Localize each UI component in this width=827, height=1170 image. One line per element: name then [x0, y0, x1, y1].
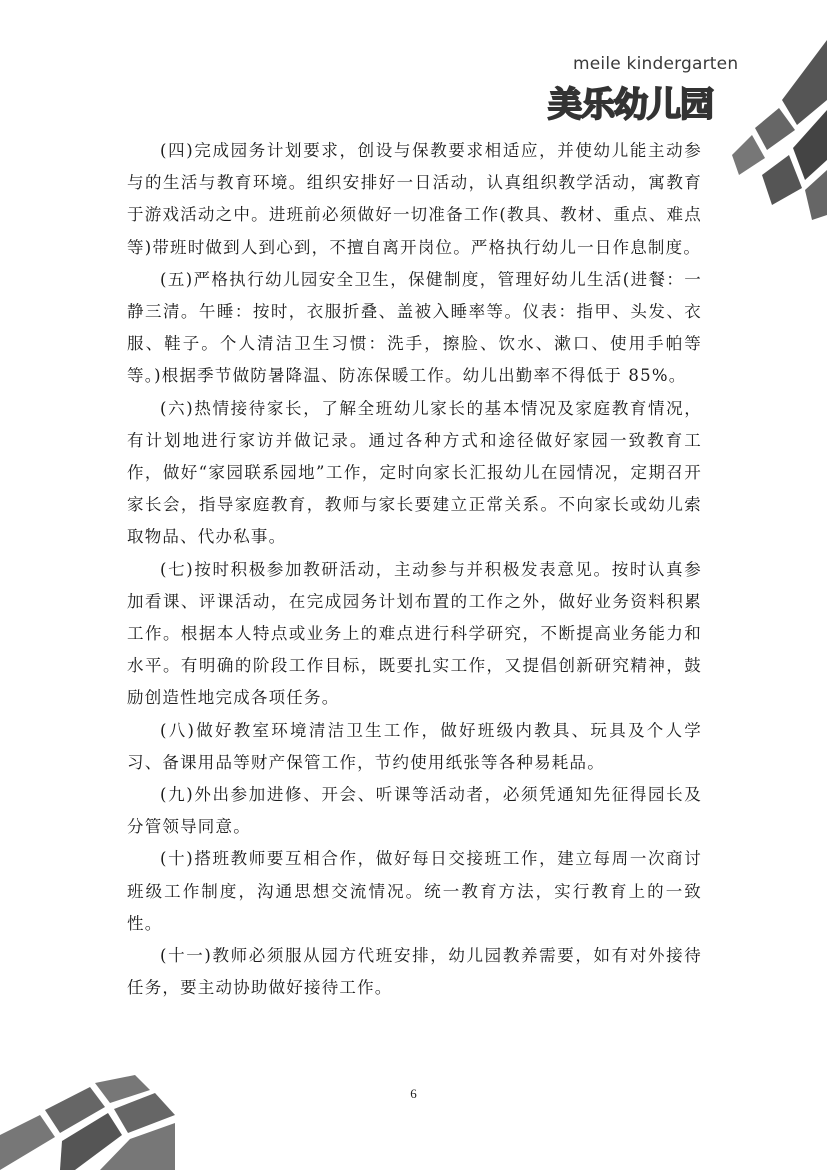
paragraph: (四)完成园务计划要求，创设与保教要求相适应，并使幼儿能主动参与的生活与教育环境。组织安排好一日活动，认真组织教学活动，寓教育于游戏活动之中。进班前必须做好一切准备工作(教具、教材、重点、难点等)带班时做到人到心到，不擅自离开岗位。严格执行幼儿一日作息制度。 [127, 141, 702, 257]
paragraph: (八)做好教室环境清洁卫生工作，做好班级内教具、玩具及个人学习、备课用品等财产保管工作，节约使用纸张等各种易耗品。 [127, 720, 702, 772]
paragraph: (七)按时积极参加教研活动，主动参与并积极发表意见。按时认真参加看课、评课活动，在完成园务计划布置的工作之外，做好业务资料积累工作。根据本人特点或业务上的难点进行科学研究，不断提高业务能力和水平。有明确的阶段工作目标，既要扎实工作，又提倡创新研究精神，鼓励创造性地完成各项任务。 [127, 559, 702, 708]
logo-text-chinese: 美乐幼儿园 [548, 85, 713, 125]
kindergarten-logo [540, 52, 740, 125]
paragraph: (五)严格执行幼儿园安全卫生，保健制度，管理好幼儿生活(进餐：一静三清。午睡：按时，衣服折叠、盖被入睡率等。仪表：指甲、头发、衣服、鞋子。个人清洁卫生习惯：洗手，擦脸、饮水、漱口、使用手帕等等。)根据季节做防暑降温、防冻保暖工作。幼儿出勤率不得低于 85%。 [127, 269, 702, 386]
paragraph: (十)搭班教师要互相合作，做好每日交接班工作，建立每周一次商讨班级工作制度，沟通思想交流情况。统一教育方法，实行教育上的一致性。 [127, 849, 702, 933]
paragraph: (十一)教师必须服从园方代班安排，幼儿园教养需要，如有对外接待任务，要主动协助做好接待工作。 [127, 946, 702, 998]
page-number: 6 [410, 1086, 417, 1101]
document-body [127, 135, 702, 1004]
paragraph: (九)外出参加进修、开会、听课等活动者，必须凭通知先征得园长及分管领导同意。 [127, 785, 702, 837]
logo-text-english: meile kindergarten [573, 54, 739, 74]
corner-decoration-top-right [727, 40, 827, 220]
paragraph: (六)热情接待家长，了解全班幼儿家长的基本情况及家庭教育情况，有计划地进行家访并做记录。通过各种方式和途径做好家园一致教育工作，做好“家园联系园地”工作，定时向家长汇报幼儿在园情况，定期召开家长会，指导家庭教育，教师与家长要建立正常关系。不向家长或幼儿索取物品、代办私事。 [127, 398, 702, 547]
